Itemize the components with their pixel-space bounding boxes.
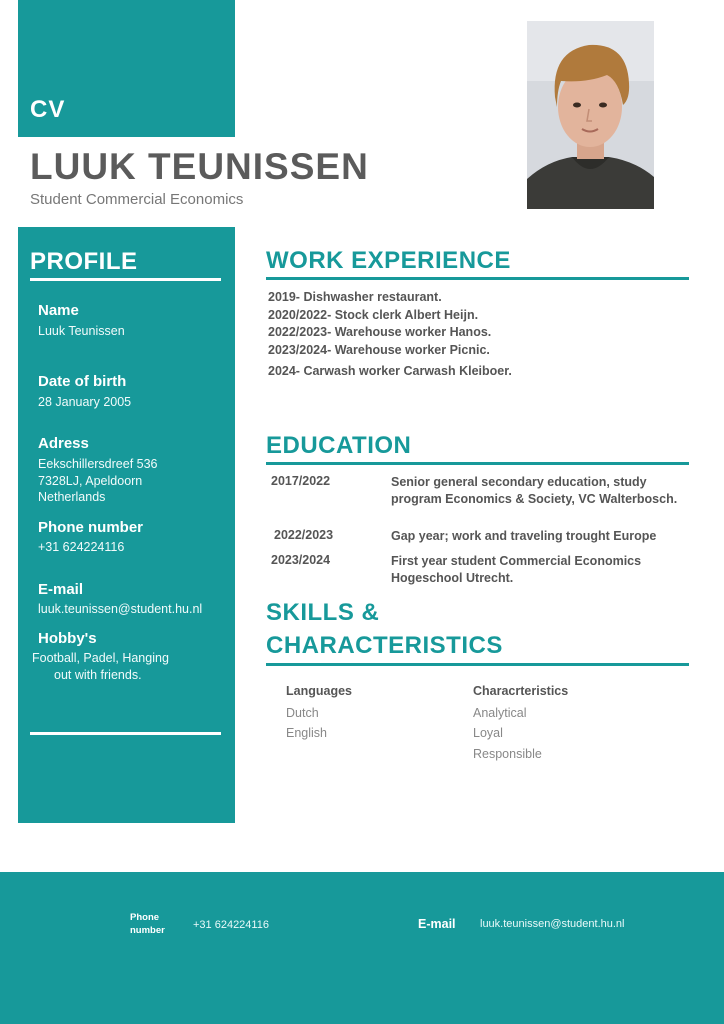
footer-email-label: E-mail	[418, 917, 456, 931]
page-title: LUUK TEUNISSEN	[30, 146, 369, 187]
profile-heading: PROFILE	[30, 248, 138, 275]
education-description: Gap year; work and traveling trought Europe	[391, 529, 657, 543]
footer-phone-label	[130, 912, 165, 937]
address-line-street: Eekschillersdreef 536	[38, 457, 158, 471]
characteristic-item: Loyal	[473, 726, 503, 740]
name-value: Luuk Teunissen	[38, 324, 125, 338]
cv-label: CV	[30, 96, 66, 123]
work-item: 2023/2024- Warehouse worker Picnic.	[268, 342, 490, 357]
hobby-value-line1: Football, Padel, Hanging	[32, 651, 169, 665]
work-item: 2020/2022- Stock clerk Albert Heijn.	[268, 307, 479, 322]
footer-email-value: luuk.teunissen@student.hu.nl	[480, 918, 625, 930]
profile-photo	[527, 21, 654, 209]
address-label: Adress	[38, 435, 89, 452]
work-item: 2022/2023- Warehouse worker Hanos.	[268, 325, 492, 339]
profile-divider	[30, 278, 221, 281]
characteristic-item: Analytical	[473, 706, 527, 720]
dob-value: 28 January 2005	[38, 395, 132, 409]
languages-label: Languages	[286, 684, 352, 698]
address-line-country: Netherlands	[38, 490, 106, 504]
work-item: 2019- Dishwasher restaurant.	[268, 290, 442, 304]
skills-heading-line2: CHARACTERISTICS	[266, 632, 503, 659]
education-heading: EDUCATION	[266, 432, 412, 459]
dob-label: Date of birth	[38, 373, 127, 390]
education-description: First year student Commercial Economics Hogeschool Utrecht.	[391, 554, 642, 585]
phone-value: +31 624224116	[38, 540, 125, 554]
profile-sidebar	[18, 227, 235, 823]
education-year: 2022/2023	[274, 528, 334, 542]
work-divider	[266, 277, 689, 280]
education-divider	[266, 462, 689, 465]
address-line-city: 7328LJ, Apeldoorn	[38, 473, 143, 488]
language-item: English	[286, 726, 327, 740]
footer-phone-label-line1: Phone	[130, 912, 160, 923]
work-item: 2024- Carwash worker Carwash Kleiboer.	[268, 364, 512, 378]
hobby-label: Hobby's	[38, 630, 97, 647]
page-subtitle: Student Commercial Economics	[30, 191, 244, 208]
education-year: 2023/2024	[271, 553, 331, 567]
education-year: 2017/2022	[271, 474, 331, 488]
email-value: luuk.teunissen@student.hu.nl	[38, 602, 203, 616]
name-label: Name	[38, 302, 79, 319]
work-heading: WORK EXPERIENCE	[266, 247, 511, 274]
education-description: Senior general secondary education, study program Economics & Society, VC Walterbosch.	[391, 475, 678, 506]
footer-phone-label-line2: number	[130, 924, 165, 936]
footer-phone-value: +31 624224116	[193, 919, 269, 931]
characteristics-label: Characrteristics	[473, 684, 569, 698]
characteristic-item: Responsible	[473, 747, 542, 761]
sidebar-bottom-divider	[30, 732, 221, 735]
footer	[0, 872, 724, 1024]
phone-label: Phone number	[38, 519, 144, 536]
address-value	[38, 456, 158, 506]
language-item: Dutch	[286, 706, 319, 720]
work-list	[268, 289, 512, 381]
email-label: E-mail	[38, 581, 84, 598]
skills-divider	[266, 663, 689, 666]
hobby-value-line2: out with friends.	[54, 668, 142, 682]
skills-heading-line1: SKILLS &	[266, 599, 380, 626]
